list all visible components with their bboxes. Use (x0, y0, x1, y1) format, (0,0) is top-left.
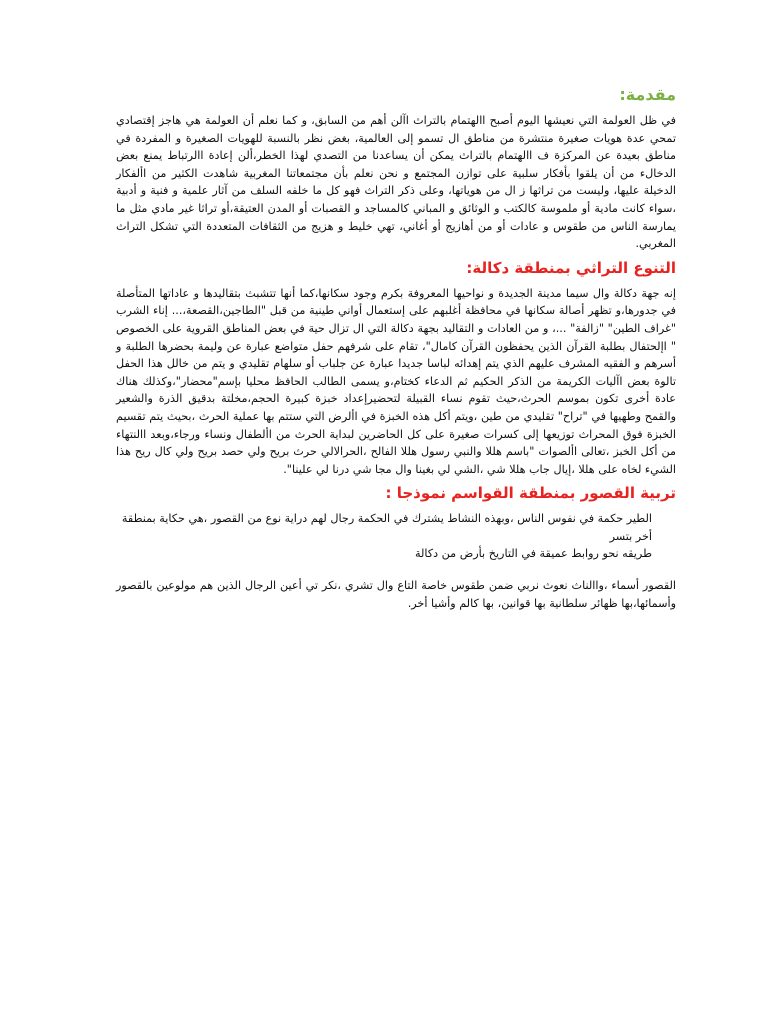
section-heading-falconry-qawasim: تربية القصور بمنطقة القواسم نموذجا : (385, 484, 676, 503)
document-body (116, 84, 676, 612)
section-heading-doukkala-heritage: التنوع التراثي بمنطقة دكالة: (466, 258, 676, 277)
introduction-paragraph: في ظل العولمة التي نعيشها اليوم أصبح االهتمام بالتراث اآلن أهم من السابق، و كما نعلم أن العولمة هي هاجز إقتصادي تمحي عدة هويات صغيرة منتشرة من مناطق ال تسمو إلى العالمية، بغض نظر بالنسبة للهويات الصغيرة و المفردة في مناطق بعيدة عن المركزة ف االهتمام بالتراث يمكن أن يساعدنا من التصدي لهذا الخطر،ألن إعادة االرتباط يمنع بعض الدخالء من أن يلقوا بأفكار سلبية على توازن المجتمع و نحن نعلم بأن مجتمعاتنا المغربية شاهدت الكثير من األفكار الدخيلة عليها، وليست من تراثها ز ال من هوياتها، وعلى ذكر التراث فهو كل ما خلفه السلف من آثار علمية و فنية و أدبية ،سواء كانت مادية أو ملموسة كالكتب و الوثائق و المباني كالمساجد و القصبات أو المدن العتيقة،أو تراثا غير مادي مثل ما يمارسة الناس من طقوس و عادات أو من أهازيج أو أغاني، تهي خليط و هزيج من الثقافات المتعددة التي تشكل التراث المغربي. (116, 114, 676, 251)
falconry-paragraph: القصور أسماء ،واالناث نعوث نربي ضمن طقوس خاصة التاع وال تشري ،نكر تي أعين الرجال الذين هم مولوعين بالقصور وأسمائها،بها ظهائر سلطانية بها قوانين، بها كالم وأشيا أخر. (116, 579, 676, 610)
section-heading-introduction: مقدمة: (619, 85, 676, 104)
list-item: طريقه نحو روابط عميقة في التاريخ بأرض من دكالة (414, 547, 652, 561)
list-item: الطير حكمة في نفوس الناس ،وبهذه النشاط يشترك في الحكمة رجال لهم دراية نوع من القصور ،هي حكاية بمنطقة أخر بتسر (121, 512, 652, 543)
doukkala-heritage-paragraph: إنه جهة دكالة وال سيما مدينة الجديدة و نواحيها المعروفة بكرم وجود سكانها،كما أنها تتشبث بتقاليدها و عاداتها المتأصلة في جدورها،و تظهر أصالة سكانها في محافظة أغلبهم على إستعمال أواني طينية من قبل "الطاجين،القصعة،... إناء الشرب "غراف الطين" "زالفة" ...، و من العادات و التقاليد بجهة دكالة التي ال تزال حية في بعض المناطق القروية على الخصوص " اإلحتفال بطلبة القرآن الذين يحفظون القرآن كامال"، تقام على شرفهم حفل متواضع عبارة عن وليمة بحضرها الطلبة و أسرهم و الفقيه المشرف عليهم الذي يتم إهدائه لباسا جديدا عبارة عن جلباب أو سلهام تقليدي و يتم من خالل هذا الحفل تالوة بعض اآليات الكريمة من الذكر الحكيم ثم الدعاء كختام،و يسمى الطالب الحافظ محليا بإسم"محضار"،وكذلك هناك عادة أخرى تكون بموسم الحرث،حيث تقوم نساء القبيلة لتحضيرإعداد خبزة كبيرة الحجم،مخلتة بدقيق الذرة والشعير والقمح وطهيها في "تراح" تقليدي من طين ،ويتم أكل هذه الخبزة في األرض التي ستتم بها عملية الحرث ،بحيث يتم تقسيم الخبزة فوق المحراث توزيعها إلى كسرات صغيرة على كل الحاضرين لبداية الحرث من األطفال ونساء ورجاء،وبعد االنتهاء من أكل الخبز ،تعالى األصوات "باسم هللا والنبي رسول هللا الفالح ،الحرالالي حرث بريح ولي حصد بريح ولي كال ريح هذا الشيء لخاه على هللا ،إيال جاب هللا شي ،الشي لي بغينا وال مجا شي درنا لي علينا". (116, 286, 676, 476)
falconry-list (116, 510, 676, 563)
